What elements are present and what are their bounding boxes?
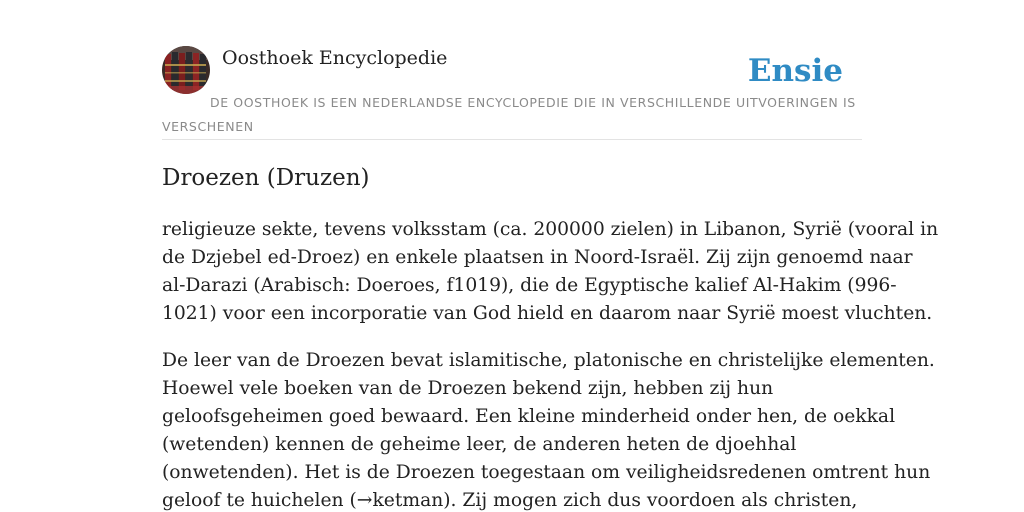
ketman-link-text: ketman [372, 490, 444, 511]
arrow-right-icon: → [356, 490, 373, 511]
article [162, 162, 939, 512]
paragraph-line: al-Darazi (Arabisch: Doeroes, f1019), die de Egyptische kalief Al-Hakim (996- [162, 275, 897, 296]
text-after-link: ). Zij mogen zich dus voordoen als christen, [443, 490, 858, 511]
paragraph-line: religieuze sekte, tevens volksstam (ca. 200000 zielen) in Libanon, Syrië (vooral in [162, 219, 939, 240]
book-spines-icon [162, 46, 210, 94]
paragraph-line: 1021) voor een incorporatie van God hield en daarom naar Syrië moest vluchten. [162, 303, 933, 324]
site-tagline: DE OOSTHOEK IS EEN NEDERLANDSE ENCYCLOPEDIE DIE IN VERSCHILLENDE UITVOERINGEN IS VERSCHENEN [162, 95, 856, 134]
paragraph-line: De leer van de Droezen bevat islamitische, platonische en christelijke elementen. [162, 350, 935, 371]
paragraph-line-with-link [162, 487, 862, 512]
ensie-logo[interactable]: Ensie [747, 53, 843, 89]
header-divider [162, 139, 862, 140]
paragraph-line: (onwetenden). Het is de Droezen toegestaan om veiligheidsredenen omtrent hun [162, 462, 931, 483]
site-title[interactable]: Oosthoek Encyclopedie [222, 47, 448, 69]
article-title: Droezen (Druzen) [162, 165, 370, 191]
paragraph-line: geloofsgeheimen goed bewaard. Een kleine minderheid onder hen, de oekkal [162, 406, 896, 427]
paragraph-line: Hoewel vele boeken van de Droezen bekend zijn, hebben zij hun [162, 378, 774, 399]
article-paragraph [162, 216, 939, 328]
text-before-link: geloof te huichelen ( [162, 490, 357, 511]
article-paragraph [162, 347, 935, 512]
paragraph-line: (wetenden) kennen de geheime leer, de anderen heten de djoehhal [162, 434, 797, 455]
ketman-link[interactable] [357, 490, 443, 511]
paragraph-line: de Dzjebel ed-Droez) en enkele plaatsen in Noord-Israël. Zij zijn genoemd naar [162, 247, 913, 268]
book-spines-avatar[interactable] [162, 46, 210, 94]
